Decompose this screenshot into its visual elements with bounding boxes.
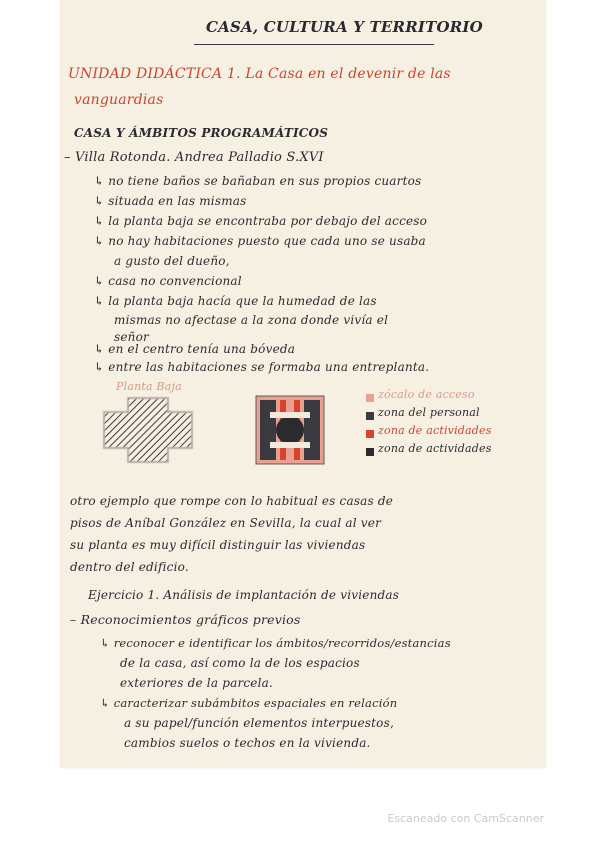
legend-swatch <box>366 448 374 456</box>
legend-swatch <box>366 394 374 402</box>
exercise-line: a su papel/función elementos interpuestos, <box>124 716 394 730</box>
title-underline <box>194 44 434 45</box>
villa-bullet: ↳ situada en las mismas <box>94 194 247 208</box>
exercise-line: cambios suelos o techos en la vivienda. <box>124 736 371 750</box>
legend-label: zona de actividades <box>378 442 492 455</box>
villa-bullet: ↳ no hay habitaciones puesto que cada uno se usaba <box>94 234 426 248</box>
villa-bullet-continuation: a gusto del dueño, <box>114 254 230 268</box>
paragraph-line: dentro del edificio. <box>70 560 189 574</box>
exercise-item: – Reconocimientos gráficos previos <box>70 612 301 627</box>
drawing-label: Planta Baja <box>116 380 182 393</box>
villa-bullet-continuation: señor <box>114 330 149 344</box>
floor-plan-sketch-left <box>98 394 198 466</box>
exercise-line: de la casa, así como la de los espacios <box>120 656 360 670</box>
paragraph-line: pisos de Aníbal González en Sevilla, la cual al ver <box>70 516 382 530</box>
unit-title-line-1: UNIDAD DIDÁCTICA 1. La Casa en el devenir de las <box>68 66 451 82</box>
villa-bullet: ↳ en el centro tenía una bóveda <box>94 342 296 356</box>
legend-label: zócalo de acceso <box>378 388 475 401</box>
villa-bullet: ↳ la planta baja hacía que la humedad de las <box>94 294 377 308</box>
floor-plan-sketch-right <box>250 390 330 470</box>
exercise-heading: Ejercicio 1. Análisis de implantación de viviendas <box>88 588 400 602</box>
exercise-line: ↳ reconocer e identificar los ámbitos/recorridos/estancias <box>100 636 451 650</box>
legend-label: zona de actividades <box>378 424 492 437</box>
paragraph-line: otro ejemplo que rompe con lo habitual es casas de <box>70 494 394 508</box>
unit-title-line-2: vanguardias <box>74 92 164 108</box>
villa-heading: – Villa Rotonda. Andrea Palladio S.XVI <box>64 150 324 165</box>
page-title: CASA, CULTURA Y TERRITORIO <box>206 18 483 36</box>
notebook-page <box>60 0 546 768</box>
villa-bullet: ↳ entre las habitaciones se formaba una entreplanta. <box>94 360 430 374</box>
villa-bullet: ↳ no tiene baños se bañaban en sus propios cuartos <box>94 174 422 188</box>
legend-swatch <box>366 412 374 420</box>
villa-bullet: ↳ casa no convencional <box>94 274 242 288</box>
scanner-watermark: Escaneado con CamScanner <box>387 812 544 825</box>
exercise-line: exteriores de la parcela. <box>120 676 274 690</box>
legend-label: zona del personal <box>378 406 480 419</box>
exercise-line: ↳ caracterizar subámbitos espaciales en relación <box>100 696 398 710</box>
legend-swatch <box>366 430 374 438</box>
paragraph-line: su planta es muy difícil distinguir las viviendas <box>70 538 366 552</box>
villa-bullet: ↳ la planta baja se encontraba por debajo del acceso <box>94 214 428 228</box>
section-subheading: CASA Y ÁMBITOS PROGRAMÁTICOS <box>74 126 329 140</box>
villa-bullet-continuation: mismas no afectase a la zona donde vivía el <box>114 313 389 327</box>
